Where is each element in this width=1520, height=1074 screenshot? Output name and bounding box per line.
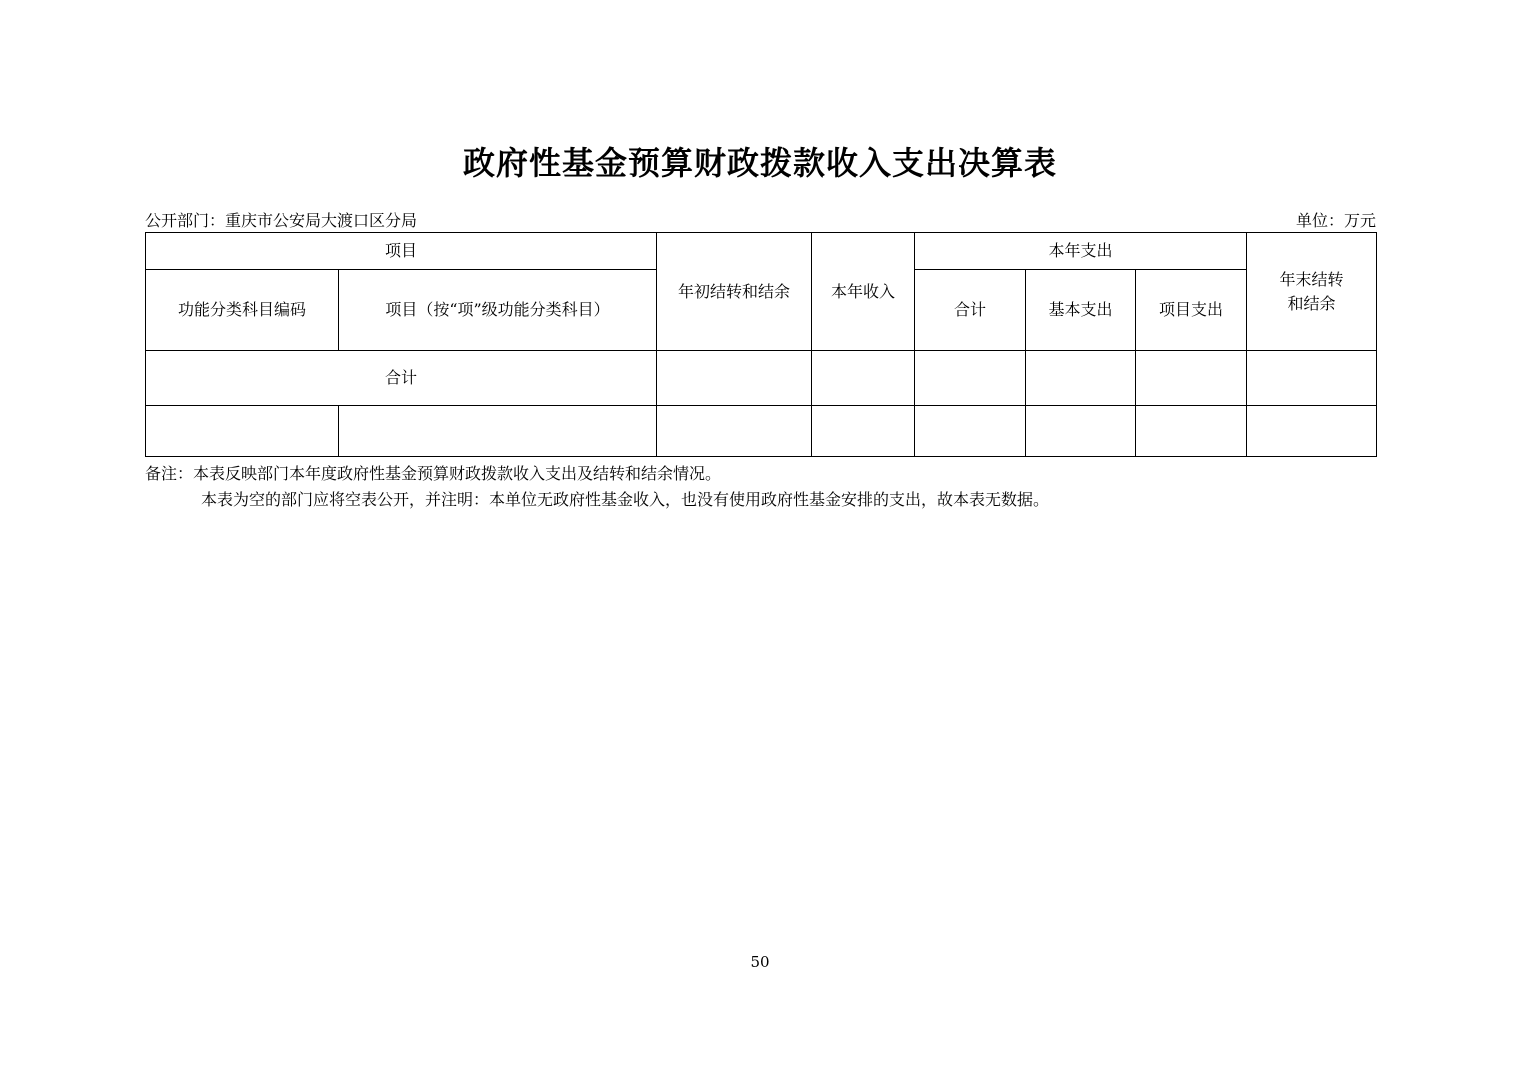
total-label: 合计 <box>146 351 657 406</box>
header-income: 本年收入 <box>812 233 915 351</box>
page-number: 50 <box>750 953 770 971</box>
row-closing-balance <box>1247 406 1377 457</box>
header-exp-total: 合计 <box>915 270 1026 351</box>
row-opening-balance <box>657 406 812 457</box>
department-label: 公开部门：重庆市公安局大渡口区分局 <box>145 211 418 230</box>
row-item-name <box>339 406 657 457</box>
total-exp-total <box>915 351 1026 406</box>
unit-label: 单位：万元 <box>1295 211 1376 230</box>
total-exp-basic <box>1026 351 1136 406</box>
total-exp-project <box>1136 351 1247 406</box>
budget-table <box>145 232 1377 457</box>
total-closing-balance <box>1247 351 1377 406</box>
header-exp-basic: 基本支出 <box>1026 270 1136 351</box>
notes <box>145 461 1049 513</box>
total-opening-balance <box>657 351 812 406</box>
header-exp-project: 项目支出 <box>1136 270 1247 351</box>
note-line-1: 备注：本表反映部门本年度政府性基金预算财政拨款收入支出及结转和结余情况。 <box>145 464 722 483</box>
header-opening-balance: 年初结转和结余 <box>657 233 812 351</box>
total-income <box>812 351 915 406</box>
header-expenditure-group: 本年支出 <box>915 233 1247 270</box>
header-code: 功能分类科目编码 <box>146 270 339 351</box>
total-row <box>146 351 1377 406</box>
row-income <box>812 406 915 457</box>
table-meta <box>145 208 1376 232</box>
page-title: 政府性基金预算财政拨款收入支出决算表 <box>462 144 1057 182</box>
header-item-group: 项目 <box>146 233 657 270</box>
row-exp-total <box>915 406 1026 457</box>
header-row-1 <box>146 233 1377 270</box>
table-row <box>146 406 1377 457</box>
header-item-name: 项目（按“项”级功能分类科目） <box>339 270 657 351</box>
header-closing-balance: 年末结转和结余 <box>1247 233 1377 351</box>
row-exp-basic <box>1026 406 1136 457</box>
row-code <box>146 406 339 457</box>
note-line-2: 本表为空的部门应将空表公开，并注明：本单位无政府性基金收入，也没有使用政府性基金安排的支出，故本表无数据。 <box>201 490 1050 509</box>
row-exp-project <box>1136 406 1247 457</box>
